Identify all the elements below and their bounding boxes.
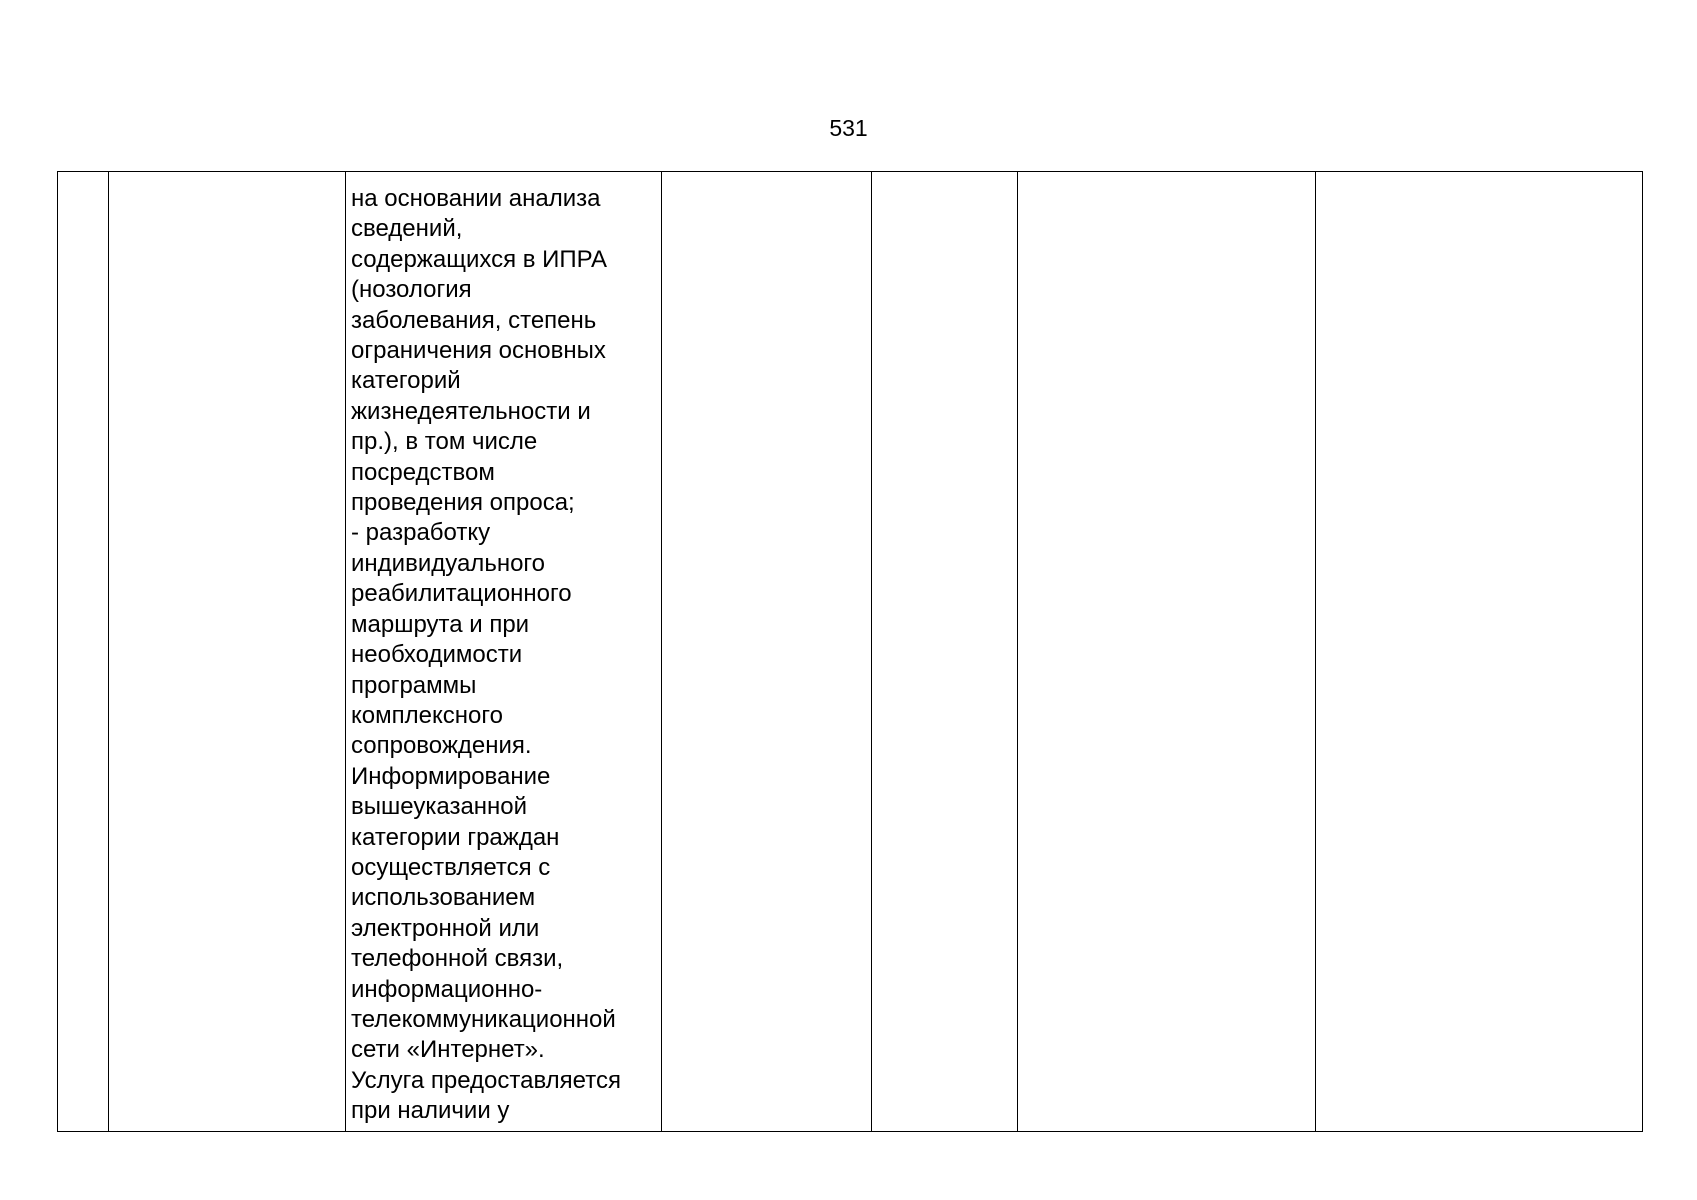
table-cell-col7 bbox=[1316, 172, 1643, 1132]
table-cell-col5 bbox=[872, 172, 1018, 1132]
description-text: на основании анализа сведений, содержащихся в ИПРА (нозология заболевания, степень ограничения основных категорий жизнедеятельности и пр.), в том числе посредством проведения опроса; - разработку индивидуального реабилитационного маршрута и при необходимости программы комплексного сопровождения. Информирование вышеуказанной категории граждан осуществляется с использованием электронной или телефонной связи, информационно- телекоммуникационной сети «Интернет». Услуга предоставляется при наличии у bbox=[351, 185, 621, 1125]
page-number: 531 bbox=[829, 115, 868, 141]
table-cell-number bbox=[58, 172, 109, 1132]
document-table bbox=[57, 171, 1643, 1132]
table-row bbox=[58, 172, 1643, 1132]
table-cell-name bbox=[109, 172, 346, 1132]
table-cell-description bbox=[346, 172, 662, 1132]
table-cell-col4 bbox=[662, 172, 872, 1132]
table-cell-col6 bbox=[1018, 172, 1316, 1132]
